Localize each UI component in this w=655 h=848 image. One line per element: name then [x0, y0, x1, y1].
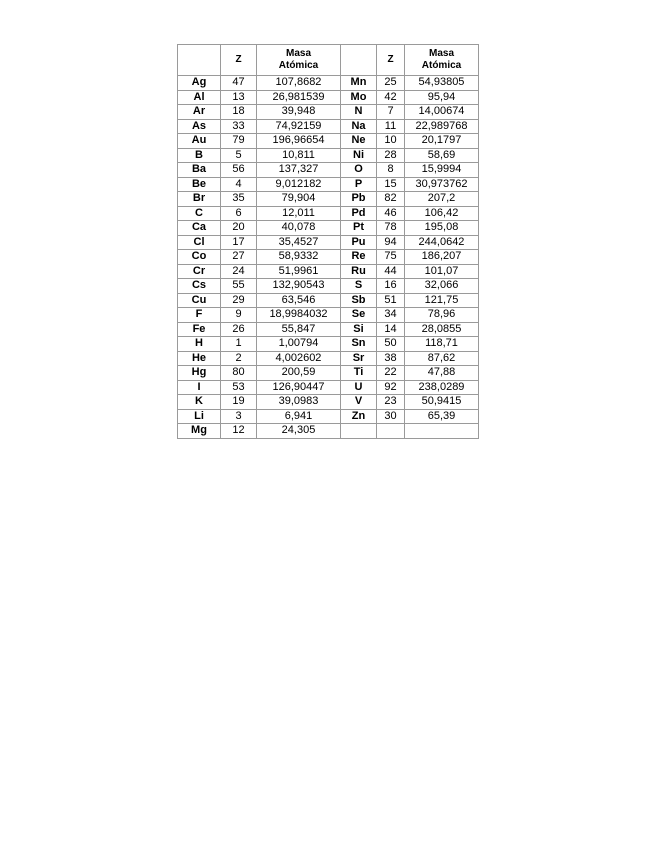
atomic-number-cell: 6 [221, 206, 257, 221]
element-symbol-cell: F [178, 308, 221, 323]
atomic-number-cell: 19 [221, 395, 257, 410]
table-row [178, 250, 479, 265]
table-row [178, 264, 479, 279]
atomic-number-cell: 53 [221, 380, 257, 395]
element-symbol-cell: K [178, 395, 221, 410]
table-row [178, 409, 479, 424]
atomic-mass-cell: 50,9415 [405, 395, 479, 410]
element-symbol-cell: Zn [341, 409, 377, 424]
atomic-mass-cell: 107,8682 [257, 76, 341, 91]
atomic-number-cell: 3 [221, 409, 257, 424]
atomic-mass-cell: 87,62 [405, 351, 479, 366]
header-atomic-mass-2: Masa Atómica [405, 45, 479, 76]
atomic-mass-cell: 126,90447 [257, 380, 341, 395]
atomic-number-cell: 55 [221, 279, 257, 294]
element-symbol-cell: P [341, 177, 377, 192]
table-row [178, 279, 479, 294]
table-header-row [178, 45, 479, 76]
element-symbol-cell: Si [341, 322, 377, 337]
table-row [178, 395, 479, 410]
atomic-number-cell: 4 [221, 177, 257, 192]
atomic-mass-cell: 1,00794 [257, 337, 341, 352]
atomic-mass-cell: 195,08 [405, 221, 479, 236]
table-row [178, 119, 479, 134]
atomic-mass-cell: 58,9332 [257, 250, 341, 265]
element-symbol-cell: Se [341, 308, 377, 323]
atomic-number-cell: 75 [377, 250, 405, 265]
atomic-mass-cell: 18,9984032 [257, 308, 341, 323]
atomic-number-cell: 78 [377, 221, 405, 236]
atomic-number-cell: 17 [221, 235, 257, 250]
table-row [178, 424, 479, 439]
element-symbol-cell: Co [178, 250, 221, 265]
atomic-mass-cell: 32,066 [405, 279, 479, 294]
atomic-mass-cell: 39,948 [257, 105, 341, 120]
atomic-mass-cell: 207,2 [405, 192, 479, 207]
table-row [178, 192, 479, 207]
atomic-mass-cell: 47,88 [405, 366, 479, 381]
table-row [178, 177, 479, 192]
atomic-mass-cell: 12,011 [257, 206, 341, 221]
element-symbol-cell: Hg [178, 366, 221, 381]
atomic-mass-cell: 54,93805 [405, 76, 479, 91]
element-symbol-cell: Cs [178, 279, 221, 294]
element-symbol-cell: U [341, 380, 377, 395]
table-row [178, 221, 479, 236]
element-symbol-cell: Al [178, 90, 221, 105]
atomic-number-cell: 33 [221, 119, 257, 134]
atomic-number-cell: 1 [221, 337, 257, 352]
atomic-mass-cell: 101,07 [405, 264, 479, 279]
atomic-number-cell: 7 [377, 105, 405, 120]
element-symbol-cell: Li [178, 409, 221, 424]
atomic-number-cell: 38 [377, 351, 405, 366]
element-symbol-cell: Ca [178, 221, 221, 236]
element-symbol-cell: Cu [178, 293, 221, 308]
element-symbol-cell: As [178, 119, 221, 134]
table-row [178, 105, 479, 120]
atomic-number-cell: 13 [221, 90, 257, 105]
atomic-mass-cell: 118,71 [405, 337, 479, 352]
atomic-mass-cell: 74,92159 [257, 119, 341, 134]
atomic-number-cell: 23 [377, 395, 405, 410]
header-symbol-2 [341, 45, 377, 76]
table-body [178, 76, 479, 439]
table-row [178, 134, 479, 149]
table-row [178, 206, 479, 221]
atomic-mass-cell: 9,012182 [257, 177, 341, 192]
atomic-number-cell: 10 [377, 134, 405, 149]
element-symbol-cell: Cr [178, 264, 221, 279]
atomic-number-cell: 47 [221, 76, 257, 91]
element-symbol-cell: Ne [341, 134, 377, 149]
element-symbol-cell: Ni [341, 148, 377, 163]
table-row [178, 76, 479, 91]
atomic-mass-cell: 65,39 [405, 409, 479, 424]
atomic-number-cell: 44 [377, 264, 405, 279]
element-symbol-cell: C [178, 206, 221, 221]
atomic-mass-cell: 244,0642 [405, 235, 479, 250]
table-row [178, 235, 479, 250]
atomic-number-cell: 22 [377, 366, 405, 381]
atomic-mass-cell: 51,9961 [257, 264, 341, 279]
element-symbol-cell: Mg [178, 424, 221, 439]
table-row [178, 366, 479, 381]
atomic-number-cell: 16 [377, 279, 405, 294]
atomic-number-cell: 27 [221, 250, 257, 265]
atomic-number-cell: 12 [221, 424, 257, 439]
element-symbol-cell: Cl [178, 235, 221, 250]
atomic-mass-cell: 26,981539 [257, 90, 341, 105]
atomic-number-cell: 79 [221, 134, 257, 149]
atomic-mass-cell: 4,002602 [257, 351, 341, 366]
element-symbol-cell: Sn [341, 337, 377, 352]
atomic-mass-cell: 39,0983 [257, 395, 341, 410]
table-row [178, 90, 479, 105]
element-symbol-cell: Ti [341, 366, 377, 381]
atomic-number-cell: 34 [377, 308, 405, 323]
element-symbol-cell: Ru [341, 264, 377, 279]
atomic-number-cell: 28 [377, 148, 405, 163]
atomic-number-cell: 82 [377, 192, 405, 207]
atomic-number-cell: 8 [377, 163, 405, 178]
element-symbol-cell: Au [178, 134, 221, 149]
atomic-mass-cell: 10,811 [257, 148, 341, 163]
atomic-number-cell [377, 424, 405, 439]
element-symbol-cell: I [178, 380, 221, 395]
element-symbol-cell: Pt [341, 221, 377, 236]
element-symbol-cell: Pd [341, 206, 377, 221]
atomic-mass-table [177, 44, 479, 439]
atomic-mass-cell: 95,94 [405, 90, 479, 105]
table-row [178, 163, 479, 178]
atomic-mass-cell: 79,904 [257, 192, 341, 207]
header-symbol-1 [178, 45, 221, 76]
atomic-number-cell: 92 [377, 380, 405, 395]
atomic-number-cell: 30 [377, 409, 405, 424]
atomic-mass-cell: 63,546 [257, 293, 341, 308]
atomic-number-cell: 11 [377, 119, 405, 134]
atomic-mass-cell: 132,90543 [257, 279, 341, 294]
header-z-1: Z [221, 45, 257, 76]
atomic-number-cell: 15 [377, 177, 405, 192]
atomic-mass-cell: 196,96654 [257, 134, 341, 149]
atomic-mass-cell: 28,0855 [405, 322, 479, 337]
element-symbol-cell: S [341, 279, 377, 294]
atomic-number-cell: 35 [221, 192, 257, 207]
element-symbol-cell: Fe [178, 322, 221, 337]
atomic-number-cell: 80 [221, 366, 257, 381]
atomic-number-cell: 46 [377, 206, 405, 221]
element-symbol-cell: Re [341, 250, 377, 265]
atomic-mass-cell: 121,75 [405, 293, 479, 308]
atomic-mass-cell: 40,078 [257, 221, 341, 236]
atomic-mass-cell: 24,305 [257, 424, 341, 439]
element-symbol-cell: V [341, 395, 377, 410]
element-symbol-cell: N [341, 105, 377, 120]
atomic-number-cell: 50 [377, 337, 405, 352]
atomic-mass-cell: 78,96 [405, 308, 479, 323]
element-symbol-cell: O [341, 163, 377, 178]
header-atomic-mass-1: Masa Atómica [257, 45, 341, 76]
element-symbol-cell: Mn [341, 76, 377, 91]
atomic-mass-cell: 106,42 [405, 206, 479, 221]
element-symbol-cell: Pb [341, 192, 377, 207]
atomic-number-cell: 2 [221, 351, 257, 366]
atomic-mass-cell: 20,1797 [405, 134, 479, 149]
table-row [178, 308, 479, 323]
element-symbol-cell: He [178, 351, 221, 366]
element-symbol-cell [341, 424, 377, 439]
atomic-mass-cell: 22,989768 [405, 119, 479, 134]
atomic-number-cell: 51 [377, 293, 405, 308]
table-row [178, 148, 479, 163]
element-symbol-cell: Ba [178, 163, 221, 178]
element-symbol-cell: Na [341, 119, 377, 134]
atomic-mass-cell: 6,941 [257, 409, 341, 424]
element-symbol-cell: Sb [341, 293, 377, 308]
atomic-mass-cell: 186,207 [405, 250, 479, 265]
element-symbol-cell: Ag [178, 76, 221, 91]
atomic-mass-cell: 55,847 [257, 322, 341, 337]
element-symbol-cell: H [178, 337, 221, 352]
atomic-number-cell: 29 [221, 293, 257, 308]
atomic-number-cell: 18 [221, 105, 257, 120]
element-symbol-cell: Pu [341, 235, 377, 250]
atomic-mass-cell: 238,0289 [405, 380, 479, 395]
table-row [178, 322, 479, 337]
atomic-mass-cell: 30,973762 [405, 177, 479, 192]
element-symbol-cell: Be [178, 177, 221, 192]
atomic-number-cell: 94 [377, 235, 405, 250]
atomic-number-cell: 56 [221, 163, 257, 178]
atomic-number-cell: 9 [221, 308, 257, 323]
element-symbol-cell: Mo [341, 90, 377, 105]
atomic-number-cell: 26 [221, 322, 257, 337]
atomic-number-cell: 25 [377, 76, 405, 91]
element-symbol-cell: B [178, 148, 221, 163]
table-row [178, 380, 479, 395]
atomic-number-cell: 14 [377, 322, 405, 337]
atomic-mass-cell: 14,00674 [405, 105, 479, 120]
table-row [178, 293, 479, 308]
atomic-number-cell: 24 [221, 264, 257, 279]
atomic-number-cell: 42 [377, 90, 405, 105]
atomic-mass-cell: 35,4527 [257, 235, 341, 250]
atomic-number-cell: 20 [221, 221, 257, 236]
atomic-mass-cell: 137,327 [257, 163, 341, 178]
atomic-number-cell: 5 [221, 148, 257, 163]
table-row [178, 337, 479, 352]
element-symbol-cell: Ar [178, 105, 221, 120]
atomic-mass-cell: 200,59 [257, 366, 341, 381]
atomic-mass-cell: 15,9994 [405, 163, 479, 178]
atomic-mass-cell: 58,69 [405, 148, 479, 163]
table-row [178, 351, 479, 366]
atomic-mass-cell [405, 424, 479, 439]
element-symbol-cell: Sr [341, 351, 377, 366]
header-z-2: Z [377, 45, 405, 76]
element-symbol-cell: Br [178, 192, 221, 207]
